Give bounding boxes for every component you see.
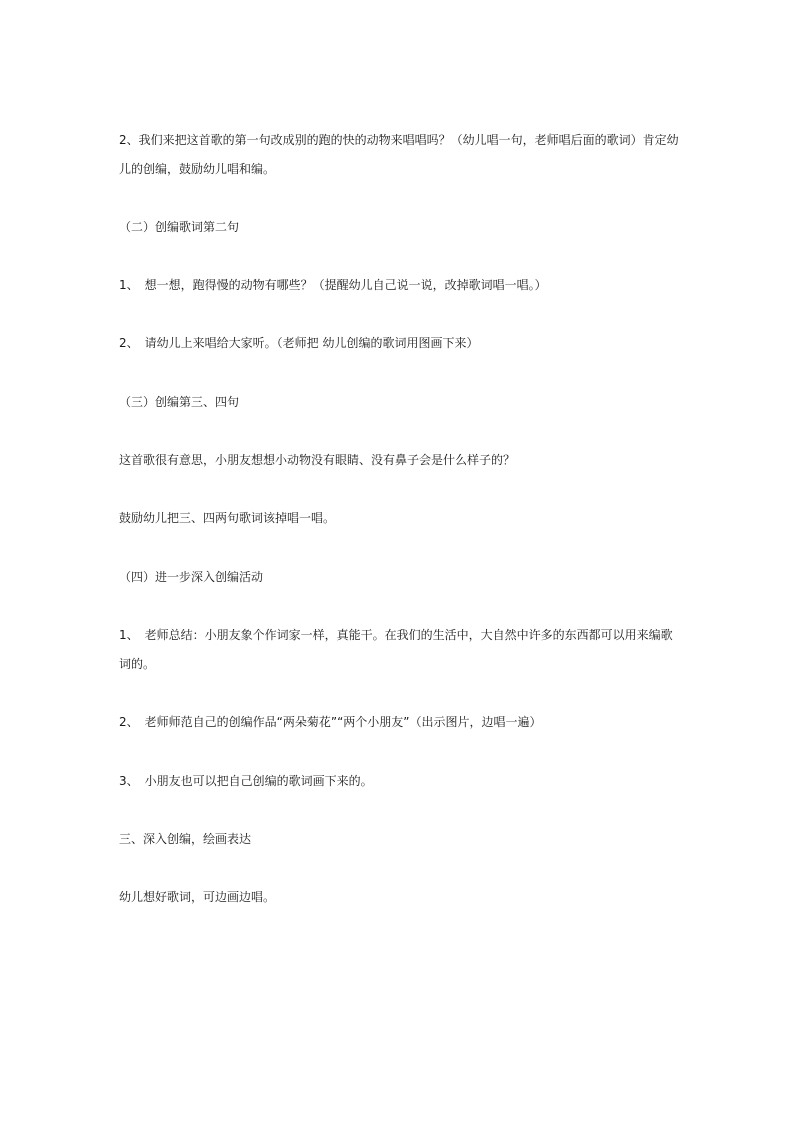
paragraph-line: 这首歌很有意思，小朋友想想小动物没有眼睛、没有鼻子会是什么样子的？ (119, 453, 516, 467)
section-heading: （三）创编第三、四句 (119, 395, 240, 409)
list-item: 2、 老师师范自己的创编作品“两朵菊花”“两个小朋友”（出示图片，边唱一遍） (119, 715, 542, 729)
section-heading: （四）进一步深入创编活动 (119, 570, 264, 584)
paragraph-line: 鼓励幼儿把三、四两句歌词该掉唱一唱。 (119, 511, 336, 525)
paragraph-line: 儿的创编，鼓励幼儿唱和编。 (119, 162, 276, 176)
list-item: 1、 想一想，跑得慢的动物有哪些？（提醒幼儿自己说一说，改掉歌词唱一唱。） (119, 278, 547, 292)
list-item: 3、 小朋友也可以把自己创编的歌词画下来的。 (119, 774, 373, 788)
list-item: 1、 老师总结：小朋友象个作词家一样，真能干。在我们的生活中，大自然中许多的东西都可以用来编歌 (119, 628, 673, 642)
section-heading: （二）创编歌词第二句 (119, 220, 240, 234)
section-heading: 三、深入创编，绘画表达 (119, 832, 252, 846)
paragraph-line: 2、我们来把这首歌的第一句改成别的跑的快的动物来唱唱吗？（幼儿唱一句，老师唱后面的歌词）肯定幼 (119, 133, 679, 147)
paragraph-line: 幼儿想好歌词，可边画边唱。 (119, 890, 276, 904)
paragraph-line: 词的。 (119, 657, 156, 671)
list-item: 2、 请幼儿上来唱给大家听。（老师把 幼儿创编的歌词用图画下来） (119, 336, 479, 350)
